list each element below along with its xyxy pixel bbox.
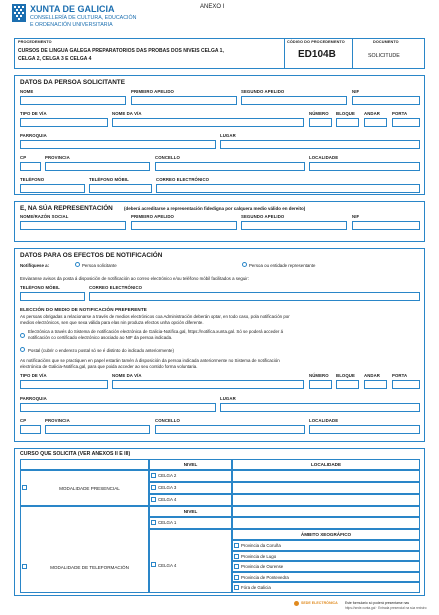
notif-locality-field[interactable] — [309, 425, 420, 434]
course-table-header-empty — [20, 459, 149, 470]
name-field[interactable] — [20, 96, 126, 105]
label-notif-email: CORREO ELECTRÓNICO — [89, 285, 143, 290]
label-company: NOME/RAZÓN SOCIAL — [20, 214, 69, 219]
parish-field[interactable] — [20, 140, 216, 149]
checkbox-celga4b[interactable] — [151, 562, 156, 567]
radio-representative[interactable] — [242, 262, 247, 267]
locality-field[interactable] — [309, 162, 420, 171]
label-number: NÚMERO — [309, 111, 329, 116]
label-floor: ANDAR — [364, 111, 381, 116]
celga1-label: CELGA 1 — [158, 520, 177, 525]
nif-field[interactable] — [352, 96, 420, 105]
code-label: CÓDIGO DO PROCEDEMENTO — [287, 40, 345, 44]
label-notif-door: PORTA — [392, 373, 408, 378]
number-field[interactable] — [309, 118, 332, 127]
floor-field[interactable] — [364, 118, 387, 127]
checkbox-presencial[interactable] — [22, 485, 27, 490]
presencial-label: MODALIDADE PRESENCIAL — [59, 486, 120, 491]
course-title: CURSO QUE SOLICITA (VER ANEXOS II E III) — [20, 451, 131, 457]
celga3-locality[interactable] — [232, 482, 420, 494]
label-notif-parish: PARROQUIA — [20, 396, 47, 401]
mobile-field[interactable] — [89, 184, 152, 193]
notification-title: DATOS PARA OS EFECTOS DE NOTIFICACIÓN — [20, 252, 163, 259]
notify-to-label: Notifíquese a: — [20, 263, 50, 268]
org-name: XUNTA DE GALICIA — [30, 4, 115, 14]
label-locality: LOCALIDADE — [309, 155, 339, 160]
notice-text: Enviaranse avisos da posta á disposición de notificación ao correo electrónico e/ou teléfono móbil facilitados a seguir: — [20, 276, 249, 281]
divider — [352, 38, 353, 69]
label-phone: TELÉFONO — [20, 177, 45, 182]
label-notif-road-name: NOME DA VÍA — [112, 373, 142, 378]
surname1-field[interactable] — [131, 96, 237, 105]
scope-header: ÁMBITO XEOGRÁFICO — [232, 529, 420, 540]
scope-label: Provincia de Ourense — [241, 564, 284, 570]
notif-parish-field[interactable] — [20, 403, 216, 412]
label-notif-mobile: TELÉFONO MÓBIL — [20, 285, 60, 290]
level-header: NIVEL — [149, 459, 232, 470]
label-notif-block: BLOQUE — [336, 373, 355, 378]
label-name: NOME — [20, 89, 34, 94]
label-parish: PARROQUIA — [20, 133, 47, 138]
dept-line1: CONSELLERÍA DE CULTURA, EDUCACIÓN — [30, 15, 137, 21]
notif-number-field[interactable] — [309, 380, 332, 389]
sede-seal-text: SEDE ELECTRÓNICA — [301, 601, 338, 605]
notif-block-field[interactable] — [336, 380, 359, 389]
road-type-field[interactable] — [20, 118, 108, 127]
paper-text2: electrónica de Galicia-Notifica.gal, para que poida acceder ao seu contido forma voluntaria. — [20, 364, 198, 369]
notif-email-field[interactable] — [89, 292, 420, 301]
telematic-cell — [20, 506, 149, 593]
notif-postcode-field[interactable] — [20, 425, 41, 434]
celga4-locality[interactable] — [232, 494, 420, 506]
label-rep-surname2: SEGUNDO APELIDO — [241, 214, 285, 219]
divider — [284, 38, 285, 69]
representative-note: (deberá acreditarse a representación fidedigna por calquera medio válido en dereito) — [124, 206, 306, 211]
telematic-empty — [232, 506, 420, 517]
email-field[interactable] — [156, 184, 420, 193]
celga4-label: CELGA 4 — [158, 497, 177, 502]
celga4b-row — [149, 529, 232, 593]
medium-text1: As persoas obrigadas a relacionarse a través de medios electrónicos coa Administración deberán optar, en todo caso, pola notificación por — [20, 314, 290, 319]
label-road-name: NOME DA VÍA — [112, 111, 142, 116]
scope-label: Provincia da Coruña — [241, 543, 281, 548]
telematic-label: MODALIDADE DE TELEFORMACIÓN — [50, 565, 129, 570]
notif-road-name-field[interactable] — [112, 380, 304, 389]
representative-title: E, NA SÚA REPRESENTACIÓN — [20, 205, 113, 212]
label-postcode: CP — [20, 155, 27, 160]
road-name-field[interactable] — [112, 118, 304, 127]
checkbox-scope-outside[interactable] — [234, 585, 239, 590]
label-notif-road-type: TIPO DE VÍA — [20, 373, 47, 378]
label-council: CONCELLO — [155, 155, 180, 160]
dept-line2: E ORDENACIÓN UNIVERSITARIA — [30, 22, 113, 28]
radio-applicant[interactable] — [75, 262, 80, 267]
celga2-locality[interactable] — [232, 470, 420, 482]
checkbox-celga2[interactable] — [151, 473, 156, 478]
label-rep-surname1: PRIMEIRO APELIDO — [131, 214, 174, 219]
surname2-field[interactable] — [241, 96, 347, 105]
notif-mobile-field[interactable] — [20, 292, 85, 301]
label-notif-locality: LOCALIDADE — [309, 418, 339, 423]
company-field[interactable] — [20, 221, 126, 230]
checkbox-celga4[interactable] — [151, 497, 156, 502]
level-header-2: NIVEL — [149, 506, 232, 517]
footer-note1: Este formulario só poderá presentarse nas — [345, 601, 410, 605]
postcode-field[interactable] — [20, 162, 41, 171]
block-field[interactable] — [336, 118, 359, 127]
rep-nif-field[interactable] — [352, 221, 420, 230]
annex-label: ANEXO I — [200, 4, 225, 10]
label-notif-number: NÚMERO — [309, 373, 329, 378]
notif-road-type-field[interactable] — [20, 380, 108, 389]
notif-place-field[interactable] — [220, 403, 420, 412]
label-notif-place: LUGAR — [220, 396, 236, 401]
medium-text2: medios electrónicos, sen que sexa válida para elas nin produza efectos unha opción diferente. — [20, 320, 204, 325]
postal-text: Postal (cubrir o enderezo postal só se é distinto do indicado anteriormente) — [28, 348, 174, 353]
notif-door-field[interactable] — [392, 380, 420, 389]
option-representative-label: Persoa ou entidade representante — [249, 263, 316, 268]
checkbox-celga3[interactable] — [151, 485, 156, 490]
checkbox-scope-coruna[interactable] — [234, 543, 239, 548]
option-applicant-label: Persoa solicitante — [82, 263, 117, 268]
sede-seal-icon — [294, 601, 299, 606]
scope-label: Fóra de Galicia — [241, 585, 271, 591]
code-value: ED104B — [298, 49, 336, 60]
locality-header: LOCALIDADE — [232, 459, 420, 470]
rep-surname2-field[interactable] — [241, 221, 347, 230]
medium-title: ELECCIÓN DO MEDIO DE NOTIFICACIÓN PREFERENTE — [20, 307, 147, 312]
label-province: PROVINCIA — [45, 155, 70, 160]
procedure-text-line1: CURSOS DE LINGUA GALEGA PREPARATORIOS DAS PROBAS DOS NIVEIS CELGA 1, — [18, 48, 224, 54]
label-notif-postcode: CP — [20, 418, 27, 423]
label-notif-council: CONCELLO — [155, 418, 180, 423]
paper-text1: As notificacións que se practiquen en papel estarán tamén á disposición da persoa indicada anteriormente no Sistema de notificación — [20, 358, 280, 363]
celga3-label: CELGA 3 — [158, 485, 177, 490]
footer-note2: https://sede.xunta.gal · Entrada presencial na súa rexistro — [345, 606, 427, 610]
label-block: BLOQUE — [336, 111, 355, 116]
celga2-label: CELGA 2 — [158, 473, 177, 478]
checkbox-celga1[interactable] — [151, 520, 156, 525]
checkbox-scope-pontevedra[interactable] — [234, 575, 239, 580]
label-surname2: SEGUNDO APELIDO — [241, 89, 285, 94]
electronic-text2: notificación co certificado electrónico asociado ao NIF da persoa indicada. — [28, 335, 173, 340]
label-notif-floor: ANDAR — [364, 373, 381, 378]
document-value: SOLICITUDE — [368, 53, 400, 59]
scope-label: Provincia de Lugo — [241, 553, 277, 559]
xunta-logo — [12, 4, 26, 22]
label-email: CORREO ELECTRÓNICO — [156, 177, 210, 182]
celga1-extra — [232, 517, 420, 529]
label-road-type: TIPO DE VÍA — [20, 111, 47, 116]
scope-label: Provincia de Pontevedra — [241, 574, 289, 580]
place-field[interactable] — [220, 140, 420, 149]
province-field[interactable] — [45, 162, 150, 171]
notif-floor-field[interactable] — [364, 380, 387, 389]
applicant-title: DATOS DA PERSOA SOLICITANTE — [20, 79, 125, 86]
label-door: PORTA — [392, 111, 408, 116]
notif-council-field[interactable] — [155, 425, 305, 434]
label-surname1: PRIMEIRO APELIDO — [131, 89, 174, 94]
document-label: DOCUMENTO — [373, 40, 399, 44]
label-mobile: TELÉFONO MÓBIL — [89, 177, 129, 182]
label-rep-nif: NIF — [352, 214, 360, 219]
celga4b-label: CELGA 4 — [158, 563, 177, 568]
procedure-text-line2: CELGA 2, CELGA 3 E CELGA 4 — [18, 56, 92, 62]
phone-field[interactable] — [20, 184, 85, 193]
radio-electronic[interactable] — [20, 333, 25, 338]
radio-postal[interactable] — [20, 347, 25, 352]
door-field[interactable] — [392, 118, 420, 127]
rep-surname1-field[interactable] — [131, 221, 237, 230]
label-place: LUGAR — [220, 133, 236, 138]
checkbox-scope-lugo[interactable] — [234, 554, 239, 559]
notif-province-field[interactable] — [45, 425, 150, 434]
procedure-label: PROCEDEMENTO — [18, 40, 52, 44]
electronic-text1: Electrónica a través do Sistema de notificación electrónica de Galicia-Notifica.gal, https://notifica.xunta.gal. Só se poderá acceder á — [28, 329, 284, 334]
checkbox-telematic[interactable] — [22, 564, 27, 569]
label-notif-province: PROVINCIA — [45, 418, 70, 423]
label-nif: NIF — [352, 89, 360, 94]
council-field[interactable] — [155, 162, 305, 171]
checkbox-scope-ourense[interactable] — [234, 564, 239, 569]
